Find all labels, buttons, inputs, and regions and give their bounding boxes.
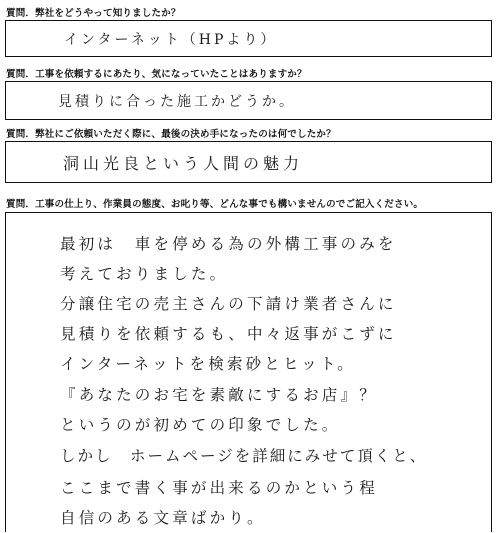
answer-4-line: というのが初めての印象でした。 bbox=[60, 416, 341, 434]
answer-4-line: しかし ホームページを詳細にみせて頂くと、 bbox=[60, 447, 428, 465]
answer-1-box bbox=[5, 20, 492, 57]
question-2-label: 質問．工事を依頼するにあたり、気になっていたことはありますか？ bbox=[6, 69, 307, 80]
answer-1-text: インターネット（HPより） bbox=[64, 32, 278, 48]
answer-4-line: 『あなたのお宅を素敵にするお店』？ bbox=[60, 386, 378, 404]
answer-3-box bbox=[5, 141, 492, 183]
answer-4-line: 分譲住宅の売主さんの下請け業者さんに bbox=[60, 295, 397, 313]
question-3-label: 質問．弊社にご依頼いただく際に、最後の決め手になったのは何でしたか？ bbox=[6, 129, 336, 140]
answer-4-line: 見積りを依頼するも、中々返事がこずに bbox=[60, 325, 397, 343]
question-4-label: 質問．工事の仕上り、作業員の態度、お叱り等、どんな事でも構いませんのでご記入ください。 bbox=[6, 199, 424, 210]
answer-4-line: 自信のある文章ばかり。 bbox=[60, 509, 266, 527]
answer-2-box bbox=[5, 81, 492, 120]
answer-2-text: 見積りに合った施工かどうか。 bbox=[58, 94, 296, 110]
answer-4-line: インターネットを検索砂とヒット。 bbox=[60, 355, 356, 373]
question-1-label: 質問．弊社をどうやって知りましたか？ bbox=[6, 8, 181, 19]
answer-3-text: 洞山光良という人間の魅力 bbox=[63, 154, 304, 173]
answer-4-line: ここまで書く事が出来るのかという程 bbox=[60, 479, 378, 497]
answer-4-line: 最初は 車を停める為の外構工事のみを bbox=[60, 235, 397, 253]
answer-4-line: 考えておりました。 bbox=[60, 265, 229, 283]
